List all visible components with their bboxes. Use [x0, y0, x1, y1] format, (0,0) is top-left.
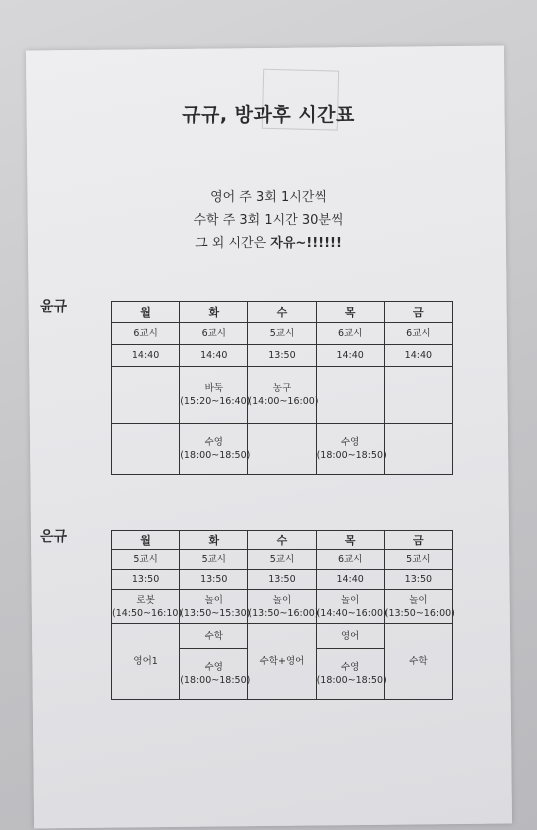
activity-time: (18:00~18:50) [316, 675, 387, 686]
period-cell: 5교시 [248, 323, 316, 345]
period-cell: 5교시 [384, 550, 452, 570]
timetable-yungyu [111, 301, 453, 475]
end-time-cell: 13:50 [112, 570, 180, 590]
empty-cell [112, 424, 180, 475]
study-row-top [112, 624, 453, 649]
empty-cell [316, 367, 384, 424]
activity-time: (14:00~16:00) [248, 396, 319, 407]
end-time-row [112, 345, 453, 367]
activity-cell [112, 590, 183, 624]
end-time-cell: 13:50 [180, 570, 248, 590]
day-header-tue: 화 [180, 531, 248, 550]
activity-name: 수영 [340, 662, 360, 673]
day-header-wed: 수 [248, 531, 316, 550]
activity-time: (13:50~15:30) [180, 607, 251, 619]
english-note: 영어 주 3회 1시간씩 [210, 190, 327, 205]
empty-cell [112, 367, 180, 424]
study-cell-tue-top: 수학 [180, 624, 248, 649]
timetable-eungyu [111, 530, 453, 700]
activity-cell [180, 590, 251, 624]
empty-cell [384, 424, 452, 475]
activity-name: 놀이 [340, 594, 360, 606]
end-time-cell: 14:40 [316, 345, 384, 367]
activity-cell [248, 367, 319, 424]
period-row [112, 550, 453, 570]
end-time-cell: 14:40 [316, 570, 384, 590]
end-time-cell: 14:40 [180, 345, 248, 367]
activity-time: (18:00~18:50) [180, 675, 251, 686]
period-cell: 6교시 [316, 550, 384, 570]
activity-time: (13:50~16:00) [384, 607, 455, 619]
activity-name: 로봇 [136, 594, 155, 606]
day-header-wed: 수 [248, 302, 316, 323]
empty-cell [248, 424, 316, 475]
day-header-fri: 금 [384, 302, 452, 323]
period-row [112, 323, 453, 345]
study-cell-mon: 영어1 [112, 624, 180, 700]
activity-time: (18:00~18:50) [316, 450, 387, 461]
period-cell: 5교시 [248, 550, 316, 570]
evening-row [112, 424, 453, 475]
end-time-cell: 13:50 [248, 345, 316, 367]
activity-name: 수영 [204, 437, 223, 448]
activity-name: 농구 [272, 383, 292, 394]
study-cell-thu-top: 영어 [316, 624, 384, 649]
activity-name: 바둑 [204, 383, 223, 394]
activity-name: 놀이 [409, 594, 428, 606]
section-label-yungyu: 윤규 [40, 299, 68, 315]
activity-time: (18:00~18:50) [180, 450, 251, 461]
empty-cell [384, 367, 452, 424]
section-label-eungyu: 은규 [40, 529, 68, 545]
activity-cell [180, 367, 251, 424]
activity-name: 수영 [340, 437, 360, 448]
activity-name: 놀이 [272, 594, 292, 606]
end-time-row [112, 570, 453, 590]
period-cell: 6교시 [316, 323, 384, 345]
free-time-prefix: 그 외 시간은 [195, 236, 271, 251]
page-title: 규규, 방과후 시간표 [182, 104, 355, 126]
activity-time: (14:50~16:10) [112, 607, 183, 619]
end-time-cell: 13:50 [248, 570, 316, 590]
period-cell: 6교시 [112, 323, 180, 345]
day-header-mon: 월 [112, 302, 180, 323]
activity-cell [248, 590, 319, 624]
free-time-note [0, 232, 537, 251]
day-header-thu: 목 [316, 531, 384, 550]
free-time-bold: 자유~!!!!!! [270, 236, 342, 251]
end-time-cell: 13:50 [384, 570, 452, 590]
activity-name: 놀이 [204, 594, 223, 606]
activity-time: (13:50~16:00) [248, 607, 319, 619]
activity-cell [316, 424, 387, 475]
activity-name: 수영 [204, 662, 223, 673]
table-header-row [112, 302, 453, 323]
table-header-row [112, 531, 453, 550]
activity-cell [384, 590, 455, 624]
math-note: 수학 주 3회 1시간 30분씩 [193, 213, 344, 228]
day-header-tue: 화 [180, 302, 248, 323]
activity-cell [316, 590, 387, 624]
period-cell: 6교시 [180, 323, 248, 345]
end-time-cell: 14:40 [384, 345, 452, 367]
activity-row [112, 590, 453, 624]
activity-time: (15:20~16:40) [180, 396, 251, 407]
activity-cell [316, 649, 387, 700]
study-cell-wed: 수학+영어 [248, 624, 316, 700]
day-header-mon: 월 [112, 531, 180, 550]
period-cell: 5교시 [180, 550, 248, 570]
activity-cell [180, 649, 251, 700]
study-cell-fri: 수학 [384, 624, 452, 700]
day-header-fri: 금 [384, 531, 452, 550]
day-header-thu: 목 [316, 302, 384, 323]
activity-row [112, 367, 453, 424]
period-cell: 6교시 [384, 323, 452, 345]
activity-cell [180, 424, 251, 475]
end-time-cell: 14:40 [112, 345, 180, 367]
activity-time: (14:40~16:00) [316, 607, 387, 619]
period-cell: 5교시 [112, 550, 180, 570]
